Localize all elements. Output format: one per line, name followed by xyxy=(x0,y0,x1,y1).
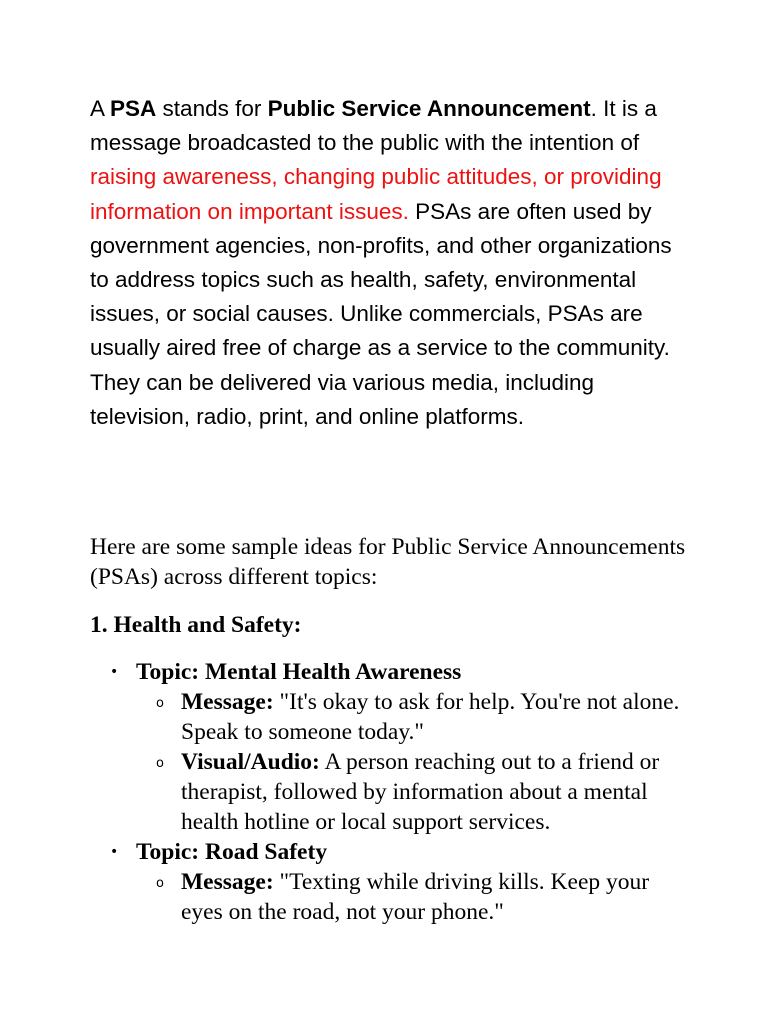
psa-full-term: Public Service Announcement xyxy=(267,96,591,121)
list-item-message xyxy=(136,867,690,927)
item-label: Message: xyxy=(181,869,274,895)
intro-text-1: A xyxy=(90,96,111,121)
highlighted-purpose: raising awareness, changing public attitudes, or providing information on important issues. xyxy=(90,164,662,224)
lead-paragraph: Here are some sample ideas for Public Service Announcements (PSAs) across different topics: xyxy=(90,534,686,590)
intro-text-2: stands for xyxy=(156,96,268,121)
topic-list xyxy=(90,657,690,927)
bullet-icon: • xyxy=(110,844,119,860)
item-label: Visual/Audio: xyxy=(181,749,320,775)
intro-text-4: PSAs are often used by government agencies, non-profits, and other organizations to address topics such as health, safety, environmental issues, or social causes. Unlike commercials, PSAs are usually aired free of charge as a service to the community. They can be delivered via various media, including television, radio, print, and online platforms. xyxy=(90,198,672,429)
item-text: A person reaching out to a friend or therapist, followed by information about a mental health hotline or local support services. xyxy=(181,749,660,835)
item-text: "It's okay to ask for help. You're not alone. Speak to someone today." xyxy=(181,689,680,745)
sub-list xyxy=(136,867,690,927)
item-label: Message: xyxy=(181,689,274,715)
list-item-visual-audio xyxy=(136,747,690,837)
intro-paragraph xyxy=(90,92,690,434)
intro-text-3: . It is a message broadcasted to the public with the intention of xyxy=(90,96,657,156)
list-item-topic-mental-health xyxy=(90,657,690,837)
item-text: "Texting while driving kills. Keep your eyes on the road, not your phone." xyxy=(181,869,650,925)
circle-bullet-icon: o xyxy=(156,756,164,771)
list-item-topic-road-safety xyxy=(90,837,690,927)
psa-term: PSA xyxy=(110,96,157,121)
topic-title: Topic: Road Safety xyxy=(136,839,328,865)
section-heading-health-safety: 1. Health and Safety: xyxy=(90,612,302,638)
list-item-message xyxy=(136,687,690,747)
circle-bullet-icon: o xyxy=(156,696,164,711)
circle-bullet-icon: o xyxy=(156,876,164,891)
sub-list xyxy=(136,687,690,837)
bullet-icon: • xyxy=(110,664,119,680)
topic-title: Topic: Mental Health Awareness xyxy=(136,659,462,685)
